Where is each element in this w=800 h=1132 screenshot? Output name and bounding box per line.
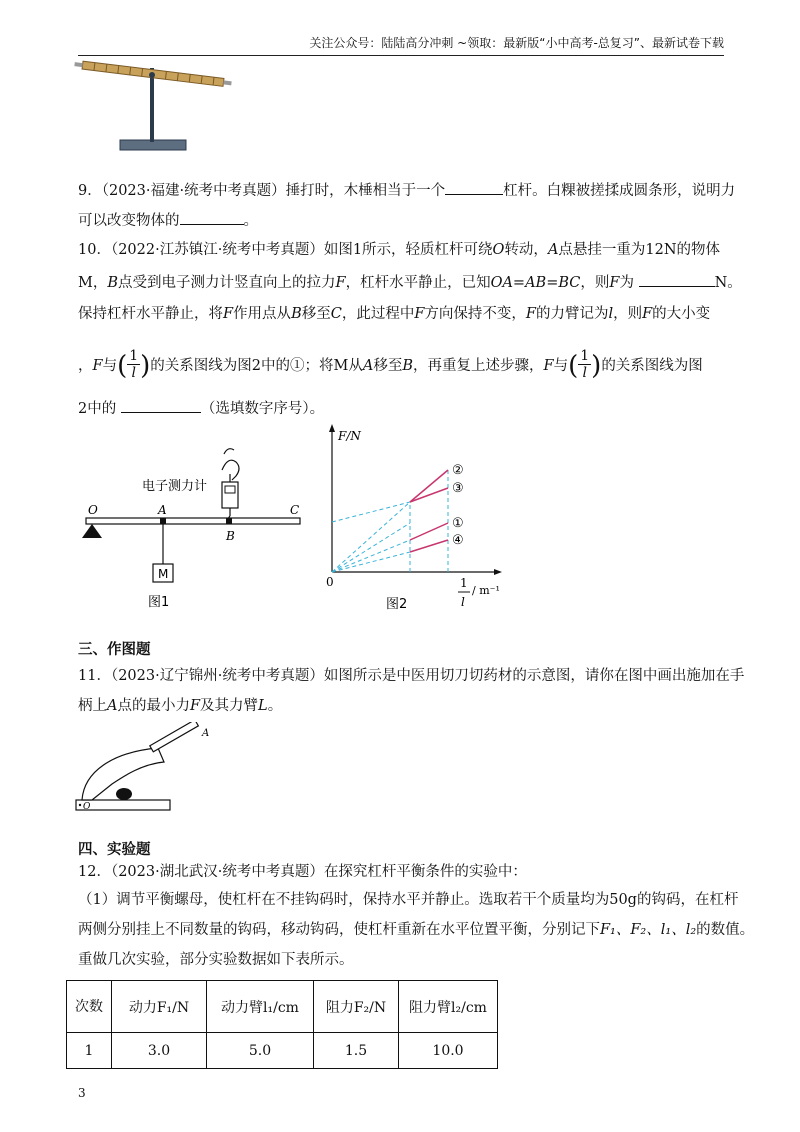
paren-close: ): [591, 351, 602, 381]
q11-text: 。: [267, 698, 283, 714]
q12-text: 重做几次实验，部分实验数据如下表所示。: [78, 952, 354, 968]
var-a: A: [547, 242, 559, 258]
var-f: F: [642, 306, 653, 322]
table-cell: 5.0: [207, 1033, 314, 1069]
table-header-row: [67, 981, 498, 1033]
q10-text: 为: [619, 275, 634, 291]
q9-blank-2[interactable]: [180, 210, 244, 225]
table-cell: 1: [67, 1033, 112, 1069]
fraction-1-over-l: [578, 348, 591, 381]
curve-4: [410, 540, 448, 552]
q11-text: 柄上: [78, 698, 107, 714]
origin-label: 0: [326, 575, 334, 589]
frac-num: 1: [580, 347, 590, 364]
q10-text: 10．（2022·江苏镇江·统考中考真题）如图1所示，轻质杠杆可绕: [78, 242, 493, 258]
var-a: A: [362, 358, 374, 374]
q12-line1: [78, 862, 527, 882]
var-f: F: [525, 306, 536, 322]
pivot-triangle: [82, 524, 102, 538]
q10-text: ，杠杆水平静止，已知: [345, 275, 491, 291]
q10-blank-1[interactable]: [639, 272, 715, 287]
stand-post: [150, 68, 154, 142]
label-o: O: [88, 503, 98, 517]
table-header-cell: 阻力F₂/N: [314, 981, 399, 1033]
herb-cutter-figure: [72, 722, 212, 816]
figure-1-caption: 图1: [148, 595, 170, 610]
var-l: l: [608, 306, 614, 322]
figure-2-graph: [318, 422, 518, 618]
var-f: F: [609, 275, 620, 291]
var-l: L: [258, 698, 268, 714]
q10-text: 方向保持不变，: [424, 306, 526, 322]
data-table: [66, 980, 498, 1069]
q11-line2: [78, 696, 282, 716]
table-header-cell: 动力臂l₁/cm: [207, 981, 314, 1033]
q11-line1: [78, 666, 744, 686]
y-axis-label: F/N: [338, 429, 361, 443]
cutter-handle: [150, 722, 199, 752]
page-number: 3: [78, 1086, 86, 1100]
q10-text: 与: [102, 358, 118, 374]
q10-text: ，: [78, 358, 93, 374]
curve-2: [410, 470, 448, 502]
q12-text: 的数值。: [696, 922, 755, 938]
paren-open: (: [117, 351, 128, 381]
table-cell: 3.0: [112, 1033, 207, 1069]
q10-text: N。: [714, 275, 742, 291]
q12-vars: F₁、F₂、l₁、l₂: [600, 922, 697, 938]
curve-label-4: ④: [452, 533, 464, 548]
var-a: A: [107, 698, 118, 714]
q12-text: 两侧分别挂上不同数量的钩码，移动钩码，使杠杆重新在水平位置平衡，分别记下: [78, 922, 600, 938]
q10-text: 点受到电子测力计竖直向上的拉力: [118, 275, 336, 291]
curve-label-3: ③: [452, 481, 464, 496]
q10-text: 移至: [373, 358, 403, 374]
label-c: C: [290, 503, 300, 517]
q10-text: 转动，: [504, 242, 548, 258]
balance-rod-figure: [70, 54, 240, 156]
var-f: F: [92, 358, 103, 374]
var-f: F: [543, 358, 554, 374]
table-header-cell: 动力F₁/N: [112, 981, 207, 1033]
q12-text: （1）调节平衡螺母，使杠杆在不挂钩码时，保持水平并静止。选取若干个质量均为50g的钩码，在杠杆: [78, 892, 739, 908]
table-cell: 1.5: [314, 1033, 399, 1069]
q11-text: 11．（2023·辽宁锦州·统考中考真题）如图所示是中医用切刀切药材的示意图，请你在图中画出施加在手: [78, 668, 745, 684]
q12-line3: [78, 920, 754, 940]
table-header-cell: 次数: [67, 981, 112, 1033]
x-label-unit: / m⁻¹: [472, 584, 500, 597]
var-o: O: [492, 242, 505, 258]
meter-label: 电子测力计: [142, 479, 208, 494]
q10-text: 2中的: [78, 401, 117, 417]
q9-text-a: 9．（2023·福建·统考中考真题）捶打时，木棰相当于一个: [78, 183, 446, 199]
var-b: B: [402, 358, 414, 374]
q10-line2: [78, 272, 742, 293]
cutter-label-o: O: [83, 802, 91, 812]
frac-num: 1: [129, 347, 139, 364]
q10-text: 的大小变: [652, 306, 711, 322]
section-4-title: 四、实验题: [78, 842, 151, 858]
figure-1-lever: [72, 440, 312, 620]
q10-text: 与: [553, 358, 569, 374]
table-row: [67, 1033, 498, 1069]
q11-text: 点的最小力: [117, 698, 190, 714]
q9-text-d: 。: [243, 213, 258, 229]
q12-line2: [78, 890, 738, 910]
section-3-title: 三、作图题: [78, 642, 151, 658]
q9-text-c: 可以改变物体的: [78, 213, 180, 229]
paren-close: ): [140, 351, 151, 381]
q9-blank-1[interactable]: [445, 180, 503, 195]
lever-bar: [86, 518, 300, 524]
q10-text: ，则: [580, 275, 610, 291]
var-b: B: [107, 275, 119, 291]
cutter-label-a: A: [202, 728, 210, 739]
q10-line5: [78, 398, 324, 419]
var-c: C: [330, 306, 342, 322]
q9-line1: [78, 180, 735, 201]
var-f: F: [223, 306, 234, 322]
label-m: M: [158, 567, 169, 581]
q10-text: ，则: [613, 306, 643, 322]
q10-blank-2[interactable]: [121, 398, 201, 413]
q12-line4: [78, 950, 354, 970]
figure-2-caption: 图2: [386, 597, 408, 612]
q10-text: 保持杠杆水平静止，将: [78, 306, 223, 322]
var-f: F: [335, 275, 346, 291]
frac-den: l: [582, 364, 587, 381]
q10-text: 点悬挂一重为12N的物体: [558, 242, 721, 258]
x-label-den: l: [461, 595, 465, 609]
q10-text: 的力臂记为: [535, 306, 609, 322]
q11-text: 及其力臂: [200, 698, 259, 714]
curve-label-1: ①: [452, 516, 464, 531]
q9-text-b: 杠杆。白粿被搓揉成圆条形，说明力: [503, 183, 736, 199]
page-header: 关注公众号：陆陆高分冲刺 ~领取：最新版“小中高考-总复习”、最新试卷下载: [78, 34, 724, 56]
q10-line1: [78, 240, 720, 260]
q10-text: ，再重复上述步骤，: [413, 358, 544, 374]
curve-1: [410, 523, 448, 540]
q10-text: 的关系图线为图2中的①；将M从: [150, 358, 363, 374]
frac-den: l: [131, 364, 136, 381]
fraction-1-over-l: [127, 348, 140, 381]
herb: [116, 788, 132, 800]
paren-open: (: [568, 351, 579, 381]
q10-line3: [78, 304, 710, 324]
q12-text: 12．（2023·湖北武汉·统考中考真题）在探究杠杆平衡条件的实验中：: [78, 864, 527, 880]
var-b: B: [291, 306, 302, 322]
q9-line2: [78, 210, 258, 231]
curve-label-2: ②: [452, 463, 464, 478]
q10-text: 的关系图线为图: [601, 358, 703, 374]
table-cell: 10.0: [399, 1033, 498, 1069]
var-f: F: [414, 306, 425, 322]
label-b: B: [226, 529, 235, 543]
q10-text: （选填数字序号）。: [200, 401, 325, 417]
q10-text: 移至: [301, 306, 331, 322]
curve-3: [410, 488, 448, 502]
equation: OA=AB=BC: [490, 275, 581, 291]
var-f: F: [189, 698, 201, 714]
q10-text: 作用点从: [233, 306, 292, 322]
q10-line4: [78, 348, 703, 384]
label-a: A: [158, 503, 167, 517]
q10-text: M，: [78, 275, 108, 291]
x-label-num: 1: [460, 576, 468, 590]
q10-text: ，此过程中: [341, 306, 415, 322]
table-header-cell: 阻力臂l₂/cm: [399, 981, 498, 1033]
